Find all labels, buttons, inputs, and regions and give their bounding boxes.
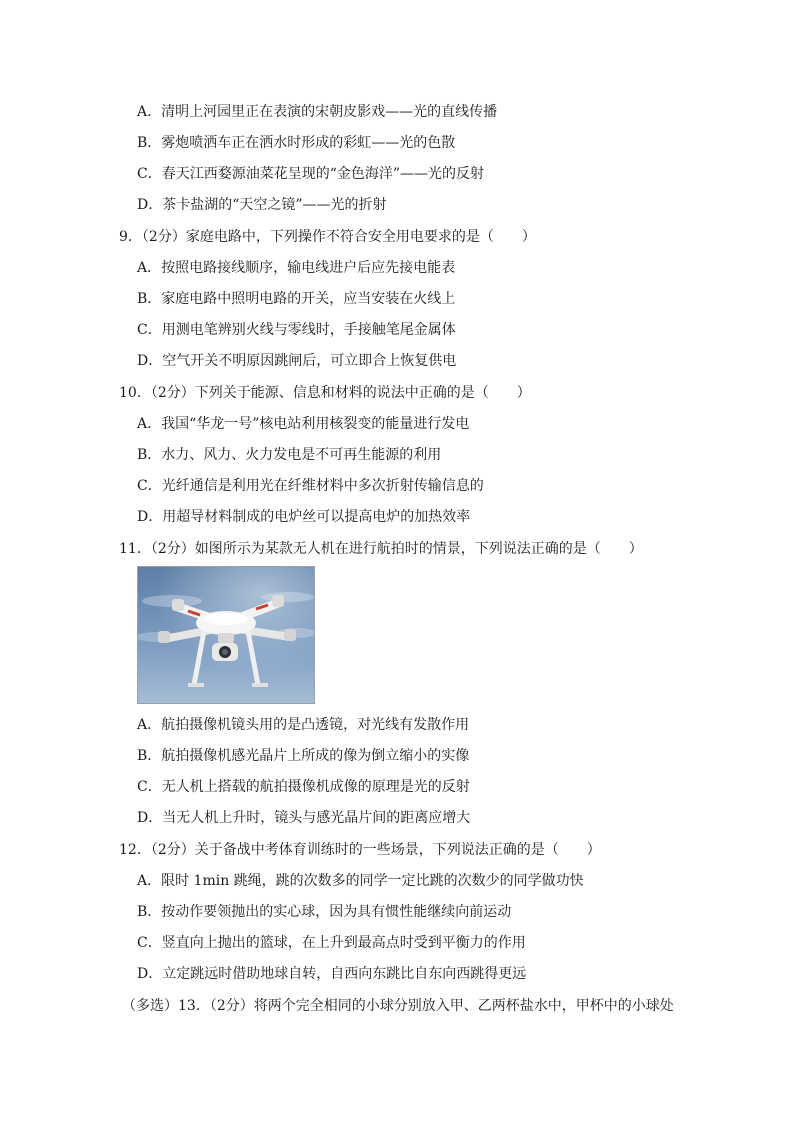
q8-option-a: A．清明上河园里正在表演的宋朝皮影戏——光的直线传播 — [137, 104, 498, 120]
drone-photo — [137, 566, 315, 704]
q9-option-d: D．空气开关不明原因跳闸后，可立即合上恢复供电 — [137, 353, 457, 369]
q11-option-c: C．无人机上搭载的航拍摄像机成像的原理是光的反射 — [137, 779, 470, 795]
q9-option-a: A．按照电路接线顺序，输电线进户后应先接电能表 — [137, 260, 456, 276]
q10-option-a: A．我国“华龙一号”核电站利用核裂变的能量进行发电 — [137, 416, 470, 432]
q11-option-b: B．航拍摄像机感光晶片上所成的像为倒立缩小的实像 — [137, 748, 470, 764]
q11-option-a: A．航拍摄像机镜头用的是凸透镜，对光线有发散作用 — [137, 717, 470, 733]
q10-option-b: B．水力、风力、火力发电是不可再生能源的利用 — [137, 447, 442, 463]
q9-option-b: B．家庭电路中照明电路的开关，应当安装在火线上 — [137, 291, 456, 307]
q9-stem: 9．（2分）家庭电路中，下列操作不符合安全用电要求的是（ ） — [119, 229, 536, 245]
q12-stem: 12．（2分）关于备战中考体育训练时的一些场景，下列说法正确的是（ ） — [119, 842, 601, 858]
drone-illustration — [138, 567, 314, 703]
q12-option-a: A．限时 1min 跳绳，跳的次数多的同学一定比跳的次数少的同学做功快 — [137, 873, 584, 889]
q11-stem: 11．（2分）如图所示为某款无人机在进行航拍时的情景，下列说法正确的是（ ） — [119, 541, 643, 557]
q8-option-b: B．雾炮喷洒车正在洒水时形成的彩虹——光的色散 — [137, 135, 456, 151]
q10-option-c: C．光纤通信是利用光在纤维材料中多次折射传输信息的 — [137, 478, 484, 494]
q12-option-d: D．立定跳远时借助地球自转，自西向东跳比自东向西跳得更远 — [137, 966, 527, 982]
q12-option-c: C．竖直向上抛出的篮球，在上升到最高点时受到平衡力的作用 — [137, 935, 526, 951]
q13-stem: （多选）13．（2分）将两个完全相同的小球分别放入甲、乙两杯盐水中，甲杯中的小球处 — [122, 998, 674, 1014]
q8-option-c: C．春天江西婺源油菜花呈现的“金色海洋”——光的反射 — [137, 166, 485, 182]
q8-option-d: D．茶卡盐湖的“天空之镜”——光的折射 — [137, 197, 387, 213]
q9-option-c: C．用测电笔辨别火线与零线时，手接触笔尾金属体 — [137, 322, 456, 338]
q12-option-b: B．按动作要领抛出的实心球，因为具有惯性能继续向前运动 — [137, 904, 512, 920]
q11-option-d: D．当无人机上升时，镜头与感光晶片间的距离应增大 — [137, 810, 471, 826]
q10-option-d: D．用超导材料制成的电炉丝可以提高电炉的加热效率 — [137, 509, 471, 525]
q10-stem: 10．（2分）下列关于能源、信息和材料的说法中正确的是（ ） — [119, 385, 531, 401]
